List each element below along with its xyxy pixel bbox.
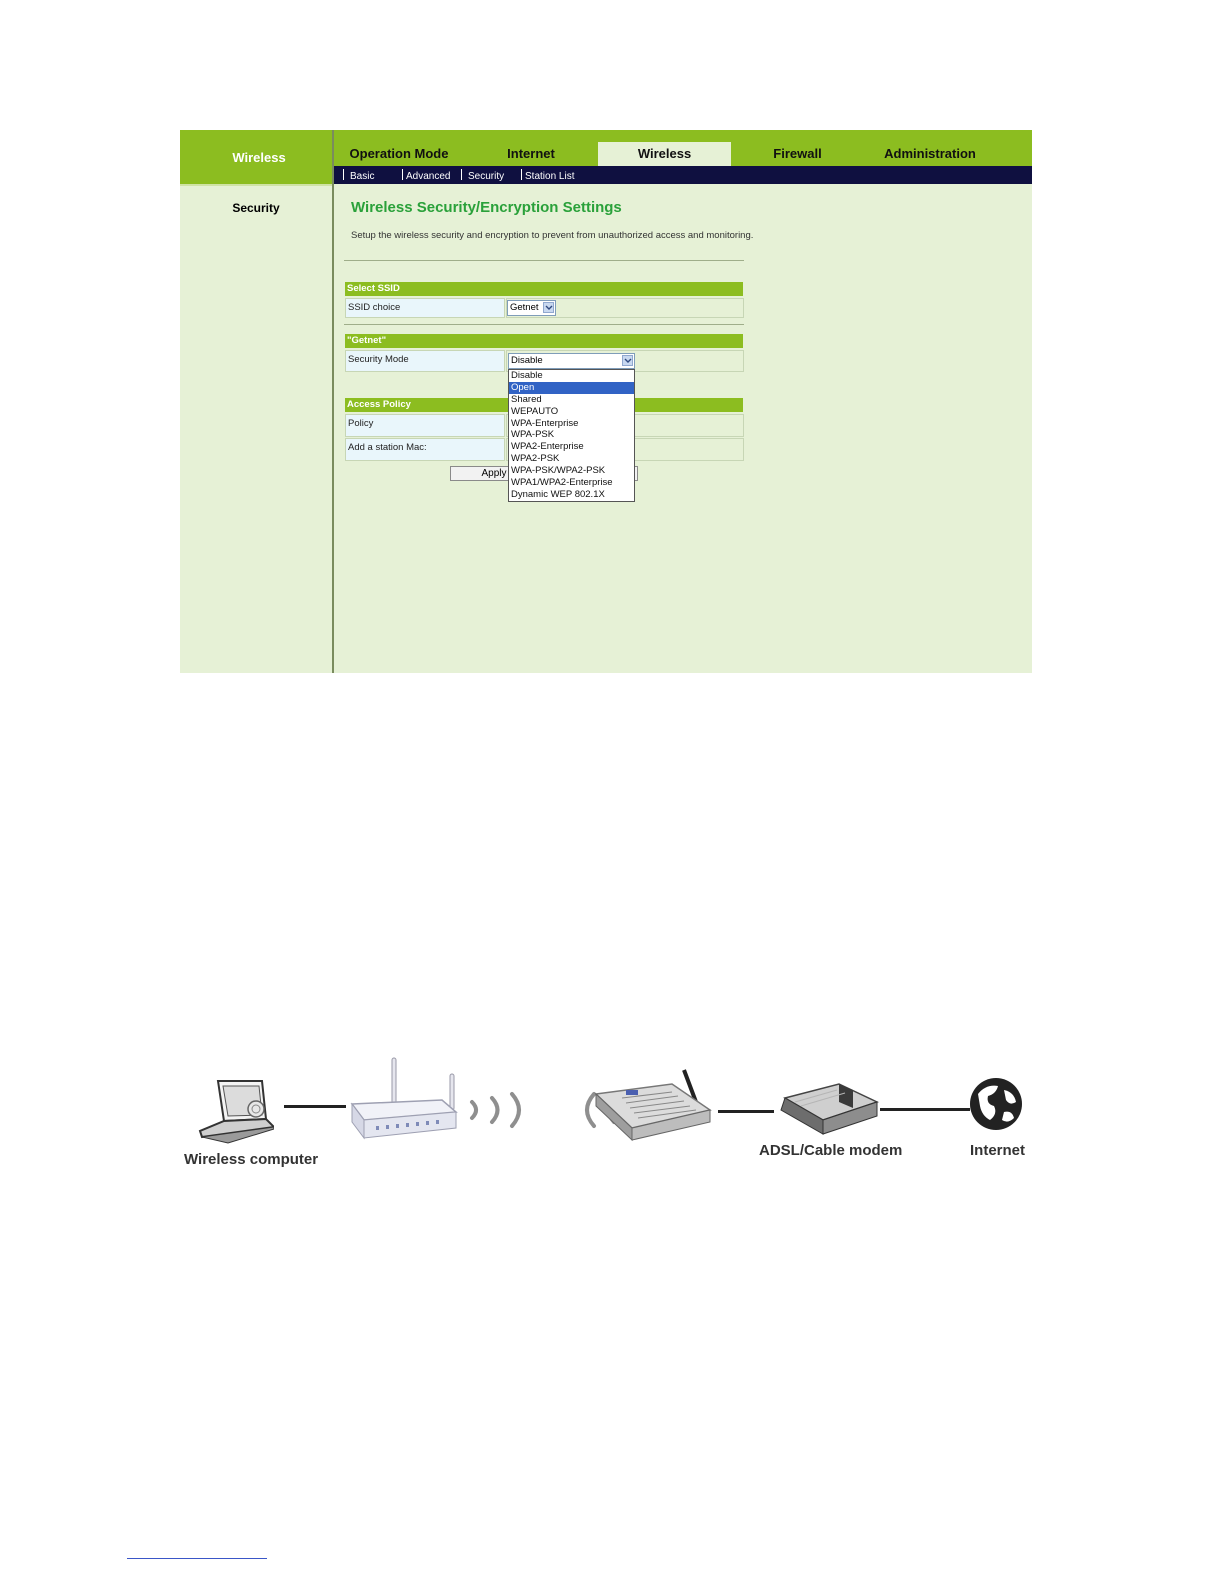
select-ssid-header: Select SSID [345,282,743,296]
globe-icon [968,1076,1024,1132]
connection-line [284,1105,346,1108]
internet-label: Internet [970,1142,1026,1159]
connection-line [880,1108,970,1111]
option-wpa2-psk[interactable]: WPA2-PSK [511,453,560,465]
left-panel-title: Wireless [232,150,286,165]
option-dynamic-wep[interactable]: Dynamic WEP 802.1X [511,488,605,500]
option-wpa-psk-wpa2-psk[interactable]: WPA-PSK/WPA2-PSK [511,465,606,477]
left-panel-header [180,130,332,186]
page-title: Wireless Security/Encryption Settings [351,199,622,216]
option-shared[interactable]: Shared [511,393,542,405]
divider [344,260,744,261]
sub-nav-bar [334,166,1032,184]
adsl-modem-label: ADSL/Cable modem [759,1142,903,1159]
router-settings-screenshot [180,130,1032,673]
tab-firewall[interactable]: Firewall [773,146,822,161]
security-mode-dropdown-list[interactable] [508,369,635,502]
subtab-basic[interactable]: Basic [343,169,374,183]
tab-wireless[interactable]: Wireless [598,142,731,166]
option-wpa2-enterprise[interactable]: WPA2-Enterprise [511,441,584,453]
subtab-advanced[interactable]: Advanced [402,169,450,183]
add-station-mac-label: Add a station Mac: [345,438,505,461]
wireless-computer-label: Wireless computer [184,1151,319,1168]
network-diagram [180,1050,1030,1180]
ssid-choice-select[interactable]: Getnet [507,300,556,316]
ssid-choice-label: SSID choice [345,298,505,318]
subtab-station-list[interactable]: Station List [521,169,574,183]
adsl-modem-icon [777,1080,881,1140]
tab-internet[interactable]: Internet [507,146,555,161]
apply-button[interactable]: Apply [450,466,538,481]
policy-label: Policy [345,414,505,437]
left-nav-item-security[interactable]: Security [232,201,280,215]
connection-line [718,1110,774,1113]
subtab-security[interactable]: Security [461,169,504,183]
chevron-down-icon [622,355,633,366]
option-wepauto[interactable]: WEPAUTO [511,405,559,417]
page-description: Setup the wireless security and encryption to prevent from unauthorized access and monitoring. [351,230,754,241]
ssid-security-header: "Getnet" [345,334,743,348]
access-policy-header: Access Policy [345,398,743,412]
option-wpa-enterprise[interactable]: WPA-Enterprise [511,417,579,429]
laptop-icon [198,1077,274,1145]
tab-administration[interactable]: Administration [884,146,976,161]
option-wpa-psk[interactable]: WPA-PSK [511,429,555,441]
top-nav-bar [334,130,1032,166]
wireless-router-icon [346,1056,458,1146]
footer-link-underline [127,1558,267,1559]
option-wpa1-wpa2-enterprise[interactable]: WPA1/WPA2-Enterprise [511,477,613,489]
divider [344,324,744,325]
chevron-down-icon [543,302,554,313]
option-open[interactable]: Open [509,382,634,394]
access-point-icon [592,1066,716,1146]
security-mode-label: Security Mode [345,350,505,372]
option-disable[interactable]: Disable [511,370,543,381]
security-mode-select[interactable]: Disable [508,353,635,369]
tab-operation-mode[interactable]: Operation Mode [349,146,449,161]
